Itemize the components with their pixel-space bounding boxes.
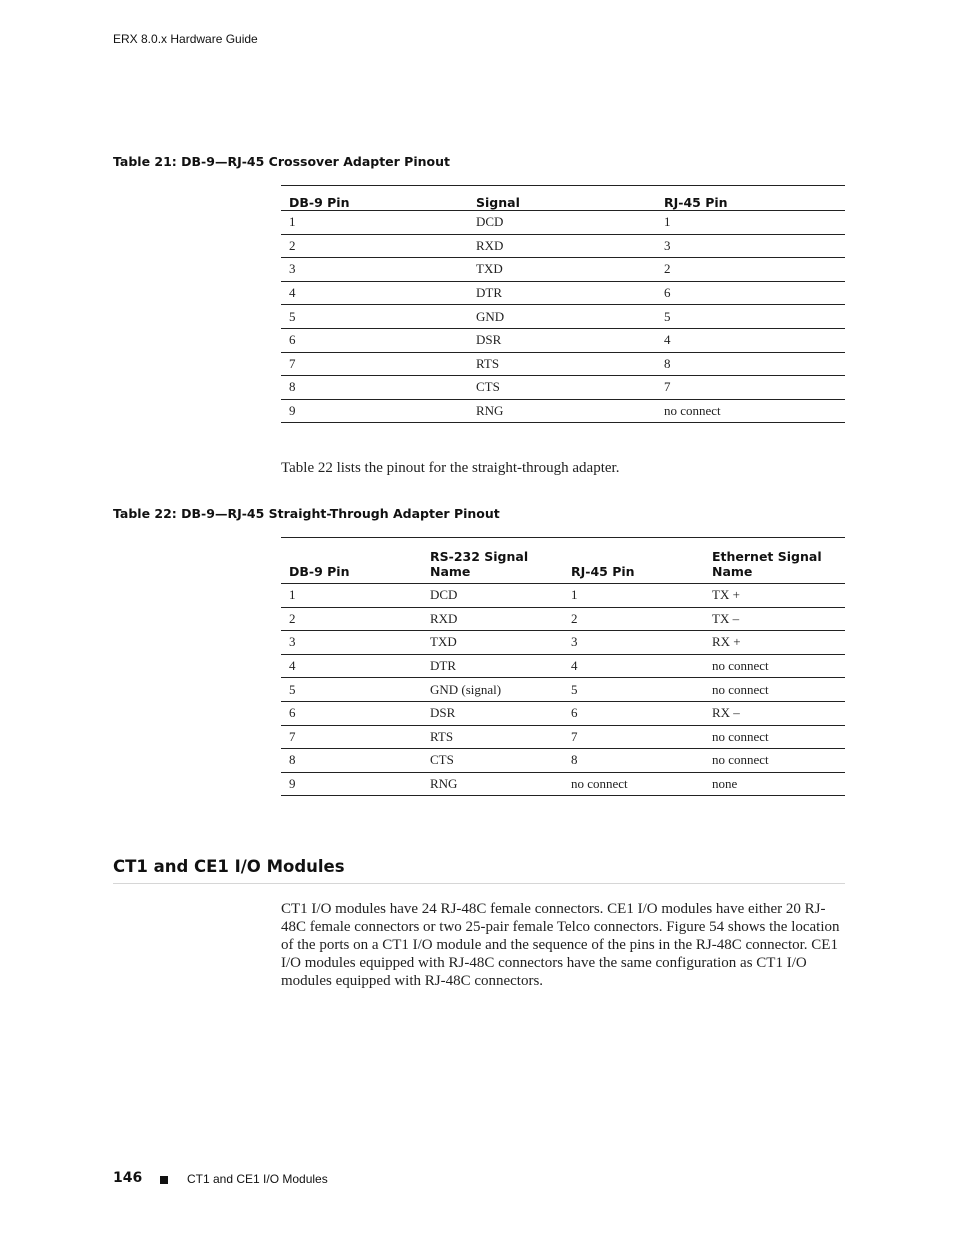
table-cell: TXD — [468, 258, 656, 282]
table-cell: 6 — [563, 701, 704, 725]
table-cell: RX + — [704, 631, 845, 655]
table-row — [281, 352, 845, 376]
table-body — [281, 211, 845, 423]
table-cell: 3 — [563, 631, 704, 655]
table-cell: 2 — [281, 607, 422, 631]
table-row — [281, 376, 845, 400]
table-cell: 6 — [656, 281, 845, 305]
table-row — [281, 678, 845, 702]
table-cell: 1 — [563, 584, 704, 608]
table-cell: RNG — [468, 399, 656, 423]
table-cell: 4 — [281, 281, 468, 305]
table-cell: 4 — [563, 654, 704, 678]
table-cell: DSR — [468, 328, 656, 352]
table-cell: 3 — [281, 631, 422, 655]
table-21-caption: Table 21: DB-9—RJ-45 Crossover Adapter Pinout — [113, 154, 450, 169]
table-cell: 9 — [281, 399, 468, 423]
table-cell: no connect — [704, 654, 845, 678]
table-cell: 8 — [563, 749, 704, 773]
table-row — [281, 584, 845, 608]
column-header: RJ-45 Pin — [563, 538, 704, 584]
table-row — [281, 701, 845, 725]
table-cell: TXD — [422, 631, 563, 655]
column-header: Signal — [468, 186, 656, 211]
table-cell: no connect — [704, 678, 845, 702]
table-row — [281, 258, 845, 282]
running-header: ERX 8.0.x Hardware Guide — [113, 32, 258, 46]
table-cell: no connect — [704, 749, 845, 773]
table-cell: DSR — [422, 701, 563, 725]
table-cell: no connect — [563, 772, 704, 796]
page-number: 146 — [113, 1170, 143, 1186]
table-cell: 2 — [563, 607, 704, 631]
table-cell: 6 — [281, 701, 422, 725]
table-cell: RXD — [422, 607, 563, 631]
table-cell: 1 — [281, 584, 422, 608]
table-cell: 5 — [281, 305, 468, 329]
table-cell: DCD — [468, 211, 656, 235]
table-cell: RXD — [468, 234, 656, 258]
table-cell: RNG — [422, 772, 563, 796]
table-cell: 7 — [656, 376, 845, 400]
table-cell: RX – — [704, 701, 845, 725]
crossover-pinout-table — [281, 185, 845, 423]
column-header: RJ-45 Pin — [656, 186, 845, 211]
table-row — [281, 234, 845, 258]
section-paragraph: CT1 I/O modules have 24 RJ-48C female connectors. CE1 I/O modules have either 20 RJ-48C female connectors or two 25-pair female Telco connectors. Figure 54 shows the location of the ports on a CT1 I/O module and the sequence of the pins in the RJ-48C connector. CE1 I/O modules equipped with RJ-48C connectors have the same configuration as CT1 I/O modules equipped with RJ-48C connectors. — [281, 901, 840, 989]
column-header: DB-9 Pin — [281, 186, 468, 211]
table-cell: TX + — [704, 584, 845, 608]
table-cell: 8 — [656, 352, 845, 376]
table-row — [281, 328, 845, 352]
table-cell: 3 — [281, 258, 468, 282]
intro-paragraph: Table 22 lists the pinout for the straight-through adapter. — [281, 460, 620, 476]
table-cell: 7 — [563, 725, 704, 749]
table-cell: GND — [468, 305, 656, 329]
table-cell: DCD — [422, 584, 563, 608]
table-cell: DTR — [468, 281, 656, 305]
table-row — [281, 772, 845, 796]
column-header: RS-232 Signal Name — [422, 538, 563, 584]
table-row — [281, 399, 845, 423]
table-row — [281, 607, 845, 631]
table-cell: 7 — [281, 352, 468, 376]
column-header: Ethernet Signal Name — [704, 538, 845, 584]
table-row — [281, 654, 845, 678]
table-header-row — [281, 538, 845, 584]
table-cell: 9 — [281, 772, 422, 796]
straight-through-pinout-table — [281, 537, 845, 796]
table-cell: no connect — [704, 725, 845, 749]
table-cell: none — [704, 772, 845, 796]
table-cell: 2 — [656, 258, 845, 282]
column-header: DB-9 Pin — [281, 538, 422, 584]
table-cell: CTS — [468, 376, 656, 400]
table-cell: 2 — [281, 234, 468, 258]
section-heading: CT1 and CE1 I/O Modules — [113, 857, 345, 876]
table-header-row — [281, 186, 845, 211]
table-cell: TX – — [704, 607, 845, 631]
table-cell: 6 — [281, 328, 468, 352]
table-cell: 3 — [656, 234, 845, 258]
table-cell: 5 — [563, 678, 704, 702]
table-cell: no connect — [656, 399, 845, 423]
table-cell: 4 — [281, 654, 422, 678]
table-cell: DTR — [422, 654, 563, 678]
table-cell: 5 — [656, 305, 845, 329]
table-body — [281, 584, 845, 796]
table-row — [281, 749, 845, 773]
table-row — [281, 305, 845, 329]
table-cell: 8 — [281, 749, 422, 773]
table-row — [281, 281, 845, 305]
table-row — [281, 725, 845, 749]
table-cell: RTS — [468, 352, 656, 376]
table-cell: 7 — [281, 725, 422, 749]
table-22-caption: Table 22: DB-9—RJ-45 Straight-Through Adapter Pinout — [113, 506, 500, 521]
table-cell: CTS — [422, 749, 563, 773]
footer-square-bullet — [160, 1176, 168, 1184]
table-row — [281, 211, 845, 235]
table-cell: GND (signal) — [422, 678, 563, 702]
table-cell: RTS — [422, 725, 563, 749]
table-cell: 1 — [656, 211, 845, 235]
table-cell: 1 — [281, 211, 468, 235]
table-cell: 4 — [656, 328, 845, 352]
section-divider — [113, 883, 845, 884]
table-cell: 5 — [281, 678, 422, 702]
table-cell: 8 — [281, 376, 468, 400]
table-row — [281, 631, 845, 655]
footer-section-title: CT1 and CE1 I/O Modules — [187, 1172, 328, 1186]
